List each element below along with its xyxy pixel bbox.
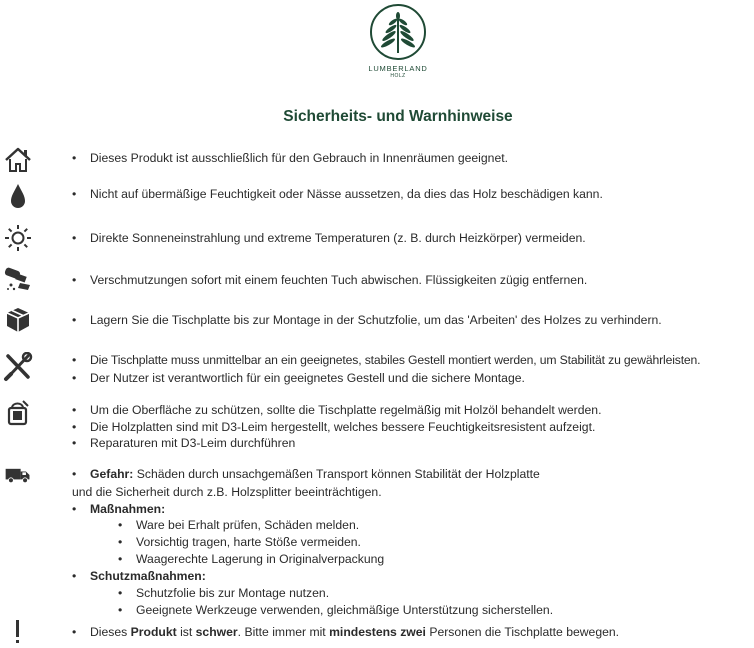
water-drop-icon — [3, 181, 33, 211]
list-item: • Vorsichtig tragen, harte Stöße vermeiden. — [118, 535, 361, 549]
section-heading: • Maßnahmen: — [72, 502, 166, 516]
list-item: • Ware bei Erhalt prüfen, Schäden melden. — [118, 518, 360, 532]
list-item: • Nicht auf übermäßige Feuchtigkeit oder Nässe aussetzen, da dies das Holz beschädigen kann. — [72, 187, 603, 201]
list-item: • Dieses Produkt ist ausschließlich für den Gebrauch in Innenräumen geeignet. — [72, 151, 508, 165]
package-box-icon — [3, 305, 33, 335]
list-item: • Der Nutzer ist verantwortlich für ein geeignetes Gestell und die sichere Montage. — [72, 371, 525, 385]
list-item: • Waagerechte Lagerung in Originalverpackung — [118, 552, 385, 566]
list-item: • Die Tischplatte muss unmittelbar an ein geeignetes, stabiles Gestell montiert werden, um Stabilität zu gewährleisten. — [72, 353, 701, 367]
tools-icon — [3, 352, 33, 382]
list-item: • Lagern Sie die Tischplatte bis zur Montage in der Schutzfolie, um das 'Arbeiten' des Holzes zu verhindern. — [72, 313, 662, 327]
page-title: Sicherheits- und Warnhinweise — [283, 108, 513, 125]
list-item: • Reparaturen mit D3-Leim durchführen — [72, 436, 296, 450]
exclamation-icon — [3, 617, 33, 647]
list-item: • Geeignete Werkzeuge verwenden, gleichmäßige Unterstützung sicherstellen. — [118, 603, 554, 617]
weight-warning: • Dieses Produkt ist schwer. Bitte immer mit mindestens zwei Personen die Tischplatte bewegen. — [72, 625, 620, 639]
list-item: • Schutzfolie bis zur Montage nutzen. — [118, 586, 330, 600]
brand-logo — [361, 3, 435, 79]
cleaning-spray-icon — [3, 264, 33, 294]
gefahr-label: Gefahr: — [90, 467, 134, 481]
oil-can-icon — [3, 397, 33, 427]
list-item: • Die Holzplatten sind mit D3-Leim hergestellt, welches bessere Feuchtigkeitsresistent aufzeigt. — [72, 420, 596, 434]
brand-subtitle: HOLZ — [390, 73, 406, 79]
brand-name: LUMBERLAND — [368, 64, 428, 73]
list-item: • Um die Oberfläche zu schützen, sollte die Tischplatte regelmäßig mit Holzöl behandelt werden. — [72, 403, 602, 417]
list-item: • Verschmutzungen sofort mit einem feuchten Tuch abwischen. Flüssigkeiten zügig entfernen. — [72, 273, 588, 287]
sun-icon — [3, 223, 33, 253]
list-item: • Direkte Sonneneinstrahlung und extreme Temperaturen (z. B. durch Heizkörper) vermeiden. — [72, 231, 586, 245]
section-heading: • Schutzmaßnahmen: — [72, 569, 206, 583]
truck-icon — [3, 460, 33, 490]
house-icon — [3, 145, 33, 175]
tree-logo-icon — [369, 3, 427, 61]
list-item-continuation: und die Sicherheit durch z.B. Holzsplitter beeinträchtigen. — [72, 485, 382, 499]
list-item: • Gefahr: Schäden durch unsachgemäßen Transport können Stabilität der Holzplatte — [72, 467, 540, 481]
